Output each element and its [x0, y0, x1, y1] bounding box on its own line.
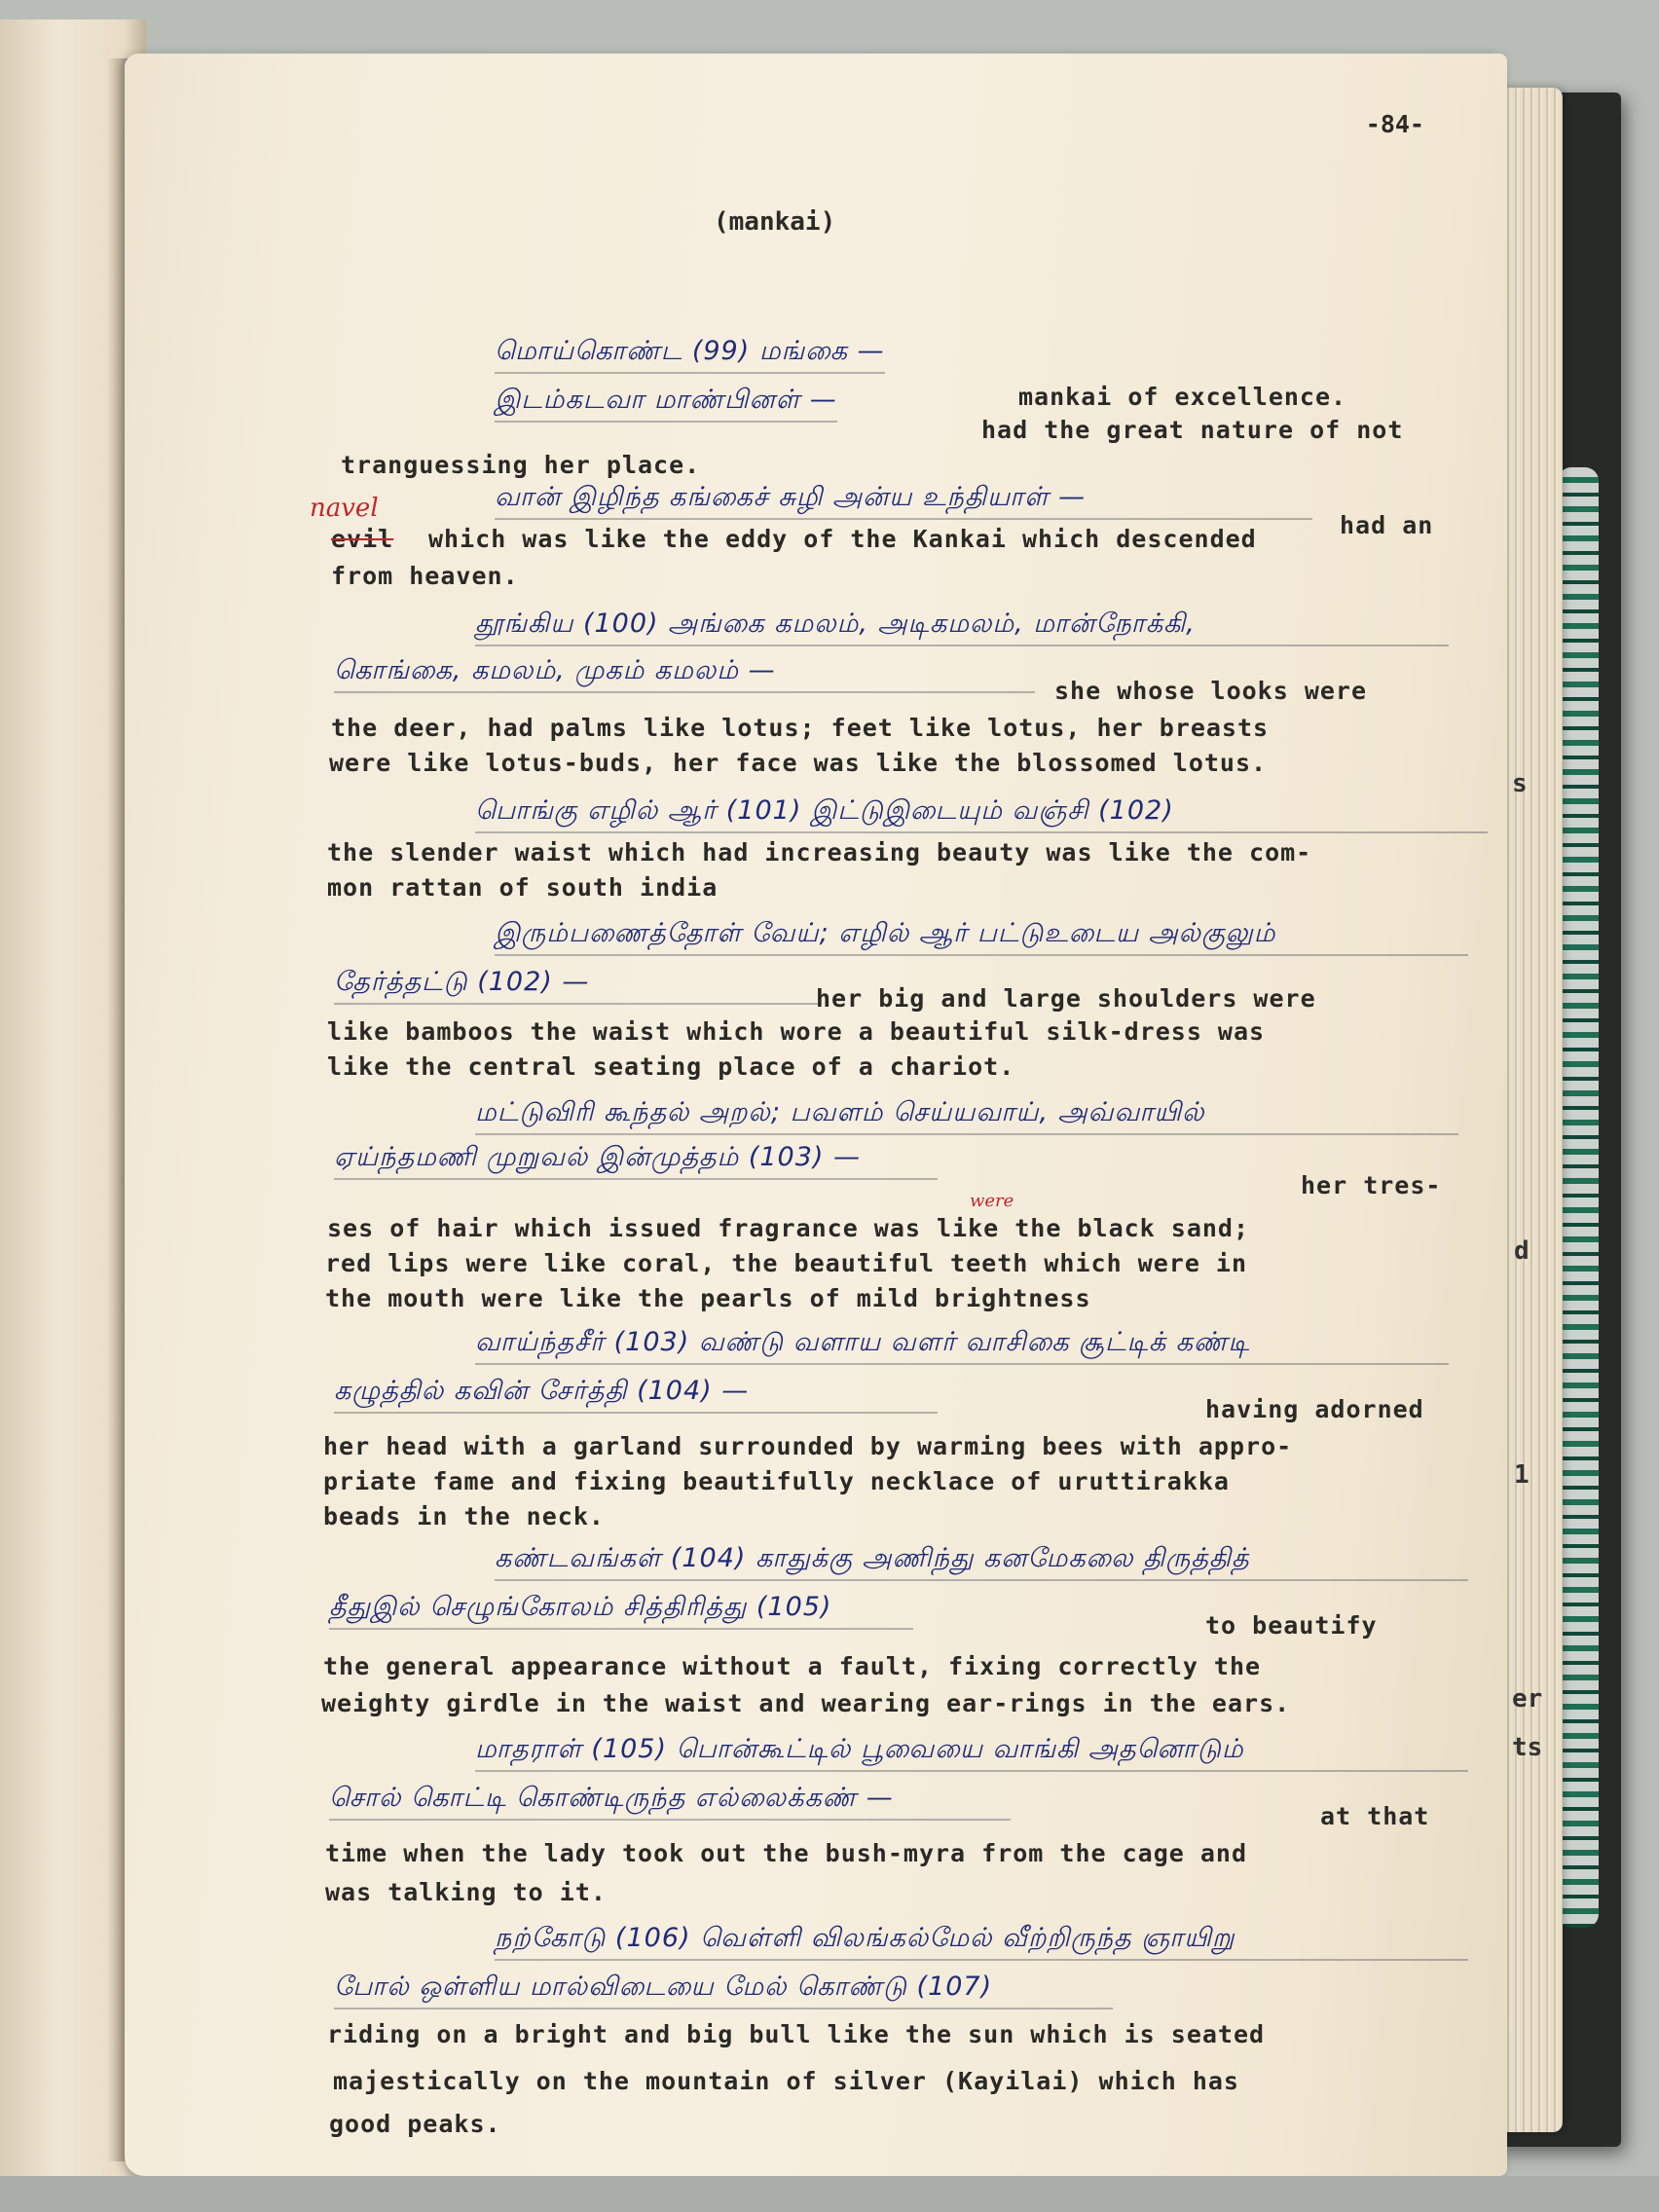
- page-number: -84-: [1365, 110, 1424, 138]
- tamil-phrase: கொங்கை, கமலம், முகம் கமலம் —: [334, 655, 1035, 693]
- translation-line: the deer, had palms like lotus; feet like lotus, her breasts: [331, 714, 1270, 742]
- translation-line: her head with a garland surrounded by warming bees with appro-: [323, 1432, 1293, 1460]
- tamil-phrase: வான் இழிந்த கங்கைச் சுழி அன்ய உந்தியாள் —: [495, 482, 1312, 520]
- translation-line: was talking to it.: [325, 1878, 607, 1906]
- desk-surface: [0, 2176, 1659, 2212]
- edge-letter: 1: [1514, 1460, 1530, 1490]
- translation-line: her tres-: [1301, 1171, 1442, 1199]
- tamil-phrase: நற்கோடு (106) வெள்ளி விலங்கல்மேல் வீற்றிருந்த ஞாயிறு: [495, 1923, 1468, 1961]
- tamil-phrase: மட்டுவிரி கூந்தல் அறல்; பவளம் செய்யவாய், அவ்வாயில்: [475, 1097, 1458, 1135]
- edge-letter: er: [1512, 1684, 1543, 1714]
- tamil-phrase: தீதுஇல் செழுங்கோலம் சித்திரித்து (105): [329, 1592, 913, 1630]
- tamil-phrase: சொல் கொட்டி கொண்டிருந்த எல்லைக்கண் —: [329, 1783, 1011, 1821]
- translation-line: time when the lady took out the bush-myra from the cage and: [325, 1839, 1248, 1867]
- translation-line: ses of hair which issued fragrance was like the black sand;: [327, 1214, 1250, 1242]
- translation-line: had an: [1340, 511, 1434, 539]
- tamil-phrase: கழுத்தில் கவின் சேர்த்தி (104) —: [334, 1376, 938, 1414]
- translation-line: weighty girdle in the waist and wearing ear-rings in the ears.: [321, 1689, 1291, 1717]
- tamil-phrase: தூங்கிய (100) அங்கை கமலம், அடிகமலம், மான்நோக்கி,: [475, 608, 1449, 646]
- translation-line: majestically on the mountain of silver (Kayilai) which has: [333, 2067, 1239, 2095]
- translation-line: from heaven.: [331, 562, 519, 590]
- translation-line: the general appearance without a fault, fixing correctly the: [323, 1652, 1262, 1680]
- tamil-phrase: ஏய்ந்தமணி முறுவல் இன்முத்தம் (103) —: [334, 1142, 938, 1180]
- translation-line: were like lotus-buds, her face was like the blossomed lotus.: [329, 749, 1268, 777]
- tamil-phrase: இடம்கடவா மாண்பினள் —: [495, 385, 837, 423]
- tamil-phrase: வாய்ந்தசீர் (103) வண்டு வளாய வளர் வாசிகை சூட்டிக் கண்டி: [475, 1327, 1449, 1365]
- edge-letter: ts: [1512, 1733, 1543, 1762]
- edge-letter: d: [1514, 1236, 1530, 1266]
- edge-letter: s: [1512, 769, 1528, 798]
- translation-line: had the great nature of not: [981, 416, 1404, 444]
- translation-line: which was like the eddy of the Kankai which descended: [428, 525, 1257, 553]
- translation-line: mon rattan of south india: [327, 873, 719, 902]
- translation-line: tranguessing her place.: [341, 451, 701, 479]
- translation-line: priate fame and fixing beautifully necklace of uruttirakka: [323, 1467, 1230, 1495]
- tamil-phrase: பொங்கு எழில் ஆர் (101) இட்டுஇடையும் வஞ்சி (102): [475, 795, 1488, 833]
- translation-line: to beautify: [1205, 1611, 1378, 1640]
- translation-line: the slender waist which had increasing beauty was like the com-: [327, 838, 1312, 866]
- tamil-phrase: கண்டவங்கள் (104) காதுக்கு அணிந்து கனமேகலை திருத்தித்: [495, 1543, 1468, 1581]
- translation-line: like bamboos the waist which wore a beautiful silk-dress was: [327, 1017, 1266, 1046]
- tamil-phrase: இரும்பணைத்தோள் வேய்; எழில் ஆர் பட்டுஉடைய அல்குலும்: [495, 918, 1468, 956]
- translation-line: red lips were like coral, the beautiful teeth which were in: [325, 1249, 1248, 1277]
- tamil-phrase: மாதராள் (105) பொன்கூட்டில் பூவையை வாங்கி அதனொடும்: [475, 1734, 1468, 1772]
- document-page: [125, 54, 1507, 2176]
- page-title: (mankai): [714, 207, 836, 237]
- translation-line: she whose looks were: [1054, 677, 1368, 705]
- translation-line: mankai of excellence.: [1018, 383, 1347, 411]
- translation-line: good peaks.: [329, 2110, 501, 2138]
- tamil-phrase: மொய்கொண்ட (99) மங்கை —: [495, 336, 885, 374]
- translation-line: beads in the neck.: [323, 1502, 605, 1530]
- handwritten-correction: navel: [310, 494, 379, 523]
- translation-line: having adorned: [1205, 1395, 1424, 1423]
- translation-line: her big and large shoulders were: [816, 984, 1316, 1013]
- translation-line: riding on a bright and big bull like the sun which is seated: [327, 2020, 1266, 2048]
- tamil-phrase: போல் ஒள்ளிய மால்விடையை மேல் கொண்டு (107): [334, 1972, 1113, 2009]
- binder-spine-pattern: [1558, 467, 1599, 1928]
- translation-line: like the central seating place of a chariot.: [327, 1052, 1015, 1081]
- translation-line: the mouth were like the pearls of mild brightness: [325, 1284, 1091, 1312]
- struck-word: evil: [331, 525, 394, 553]
- handwritten-correction: were: [970, 1191, 1014, 1211]
- translation-line: at that: [1320, 1802, 1430, 1830]
- tamil-phrase: தேர்த்தட்டு (102) —: [334, 967, 821, 1005]
